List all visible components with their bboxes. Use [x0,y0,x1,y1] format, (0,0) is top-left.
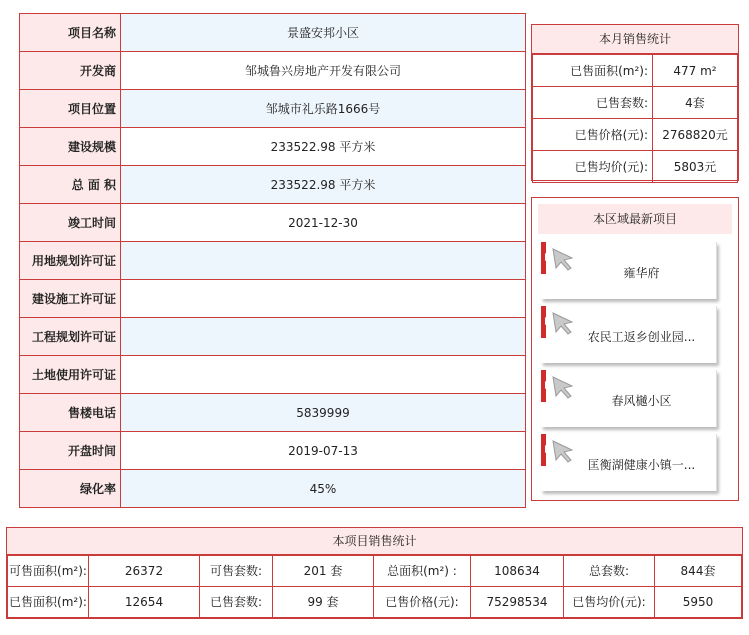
label: 开发商 [20,52,121,90]
stat-label: 已售均价(元): [564,587,655,618]
row-location [20,90,526,128]
project-stats-panel [6,527,743,619]
label: 售楼电话 [20,394,121,432]
available-row [8,556,742,587]
stat-value: 5950 [655,587,742,618]
stat-label: 已售套数: [200,587,273,618]
label: 总 面 积 [20,166,121,204]
stat-label: 已售套数: [533,87,653,119]
value: 邹城鲁兴房地产开发有限公司 [121,52,526,90]
project-stats-title: 本项目销售统计 [7,528,742,555]
stat-value: 108634 [471,556,564,587]
label: 工程规划许可证 [20,318,121,356]
row-scale [20,128,526,166]
stat-value: 2768820元 [653,119,738,151]
label: 建设规模 [20,128,121,166]
latest-project-name[interactable]: 农民工返乡创业园... [587,330,696,344]
stat-value: 4套 [653,87,738,119]
latest-projects-title: 本区域最新项目 [538,204,732,234]
value: 233522.98 平方米 [121,128,526,166]
stat-label: 已售价格(元): [533,119,653,151]
stat-value: 5803元 [653,151,738,183]
monthly-stats-panel [531,24,739,181]
stat-label: 已售面积(m²): [533,55,653,87]
stat-label: 可售面积(m²): [8,556,89,587]
row-land-permit [20,242,526,280]
row-green [20,470,526,508]
value [121,280,526,318]
latest-project-item[interactable] [541,370,717,427]
stat-label: 可售套数: [200,556,273,587]
value [121,242,526,280]
stat-value: 75298534 [471,587,564,618]
latest-projects-panel [531,197,739,501]
latest-project-name[interactable]: 雍华府 [623,266,660,280]
stat-label: 总面积(m²) : [374,556,471,587]
stat-value: 844套 [655,556,742,587]
value [121,318,526,356]
stat-value: 26372 [89,556,200,587]
row-land-use-permit [20,356,526,394]
value: 2019-07-13 [121,432,526,470]
label: 用地规划许可证 [20,242,121,280]
stat-label: 已售面积(m²): [8,587,89,618]
monthly-stats-table [532,54,738,183]
row-developer [20,52,526,90]
project-info-table [19,13,526,508]
stat-label: 已售均价(元): [533,151,653,183]
stat-label: 已售价格(元): [374,587,471,618]
value: 233522.98 平方米 [121,166,526,204]
label: 项目位置 [20,90,121,128]
label: 项目名称 [20,14,121,52]
stat-label: 总套数: [564,556,655,587]
row-completion [20,204,526,242]
project-stats-table [7,555,742,618]
row-project-name [20,14,526,52]
row-phone [20,394,526,432]
row-planning-permit [20,318,526,356]
label: 竣工时间 [20,204,121,242]
latest-project-item[interactable] [541,306,717,363]
label: 建设施工许可证 [20,280,121,318]
latest-project-item[interactable] [541,434,717,491]
label: 土地使用许可证 [20,356,121,394]
latest-project-item[interactable] [541,242,717,299]
value: 景盛安邦小区 [121,14,526,52]
row-construction-permit [20,280,526,318]
row-opening [20,432,526,470]
row-total-area [20,166,526,204]
stat-value: 477 m² [653,55,738,87]
latest-project-name[interactable]: 匡衡湖健康小镇一... [587,458,696,472]
value: 2021-12-30 [121,204,526,242]
latest-project-name[interactable]: 春风樾小区 [611,394,672,408]
value: 邹城市礼乐路1666号 [121,90,526,128]
stat-value: 99 套 [273,587,374,618]
label: 绿化率 [20,470,121,508]
value [121,356,526,394]
label: 开盘时间 [20,432,121,470]
value: 45% [121,470,526,508]
stat-value: 201 套 [273,556,374,587]
monthly-stats-title: 本月销售统计 [532,25,738,54]
value: 5839999 [121,394,526,432]
stat-value: 12654 [89,587,200,618]
sold-row [8,587,742,618]
